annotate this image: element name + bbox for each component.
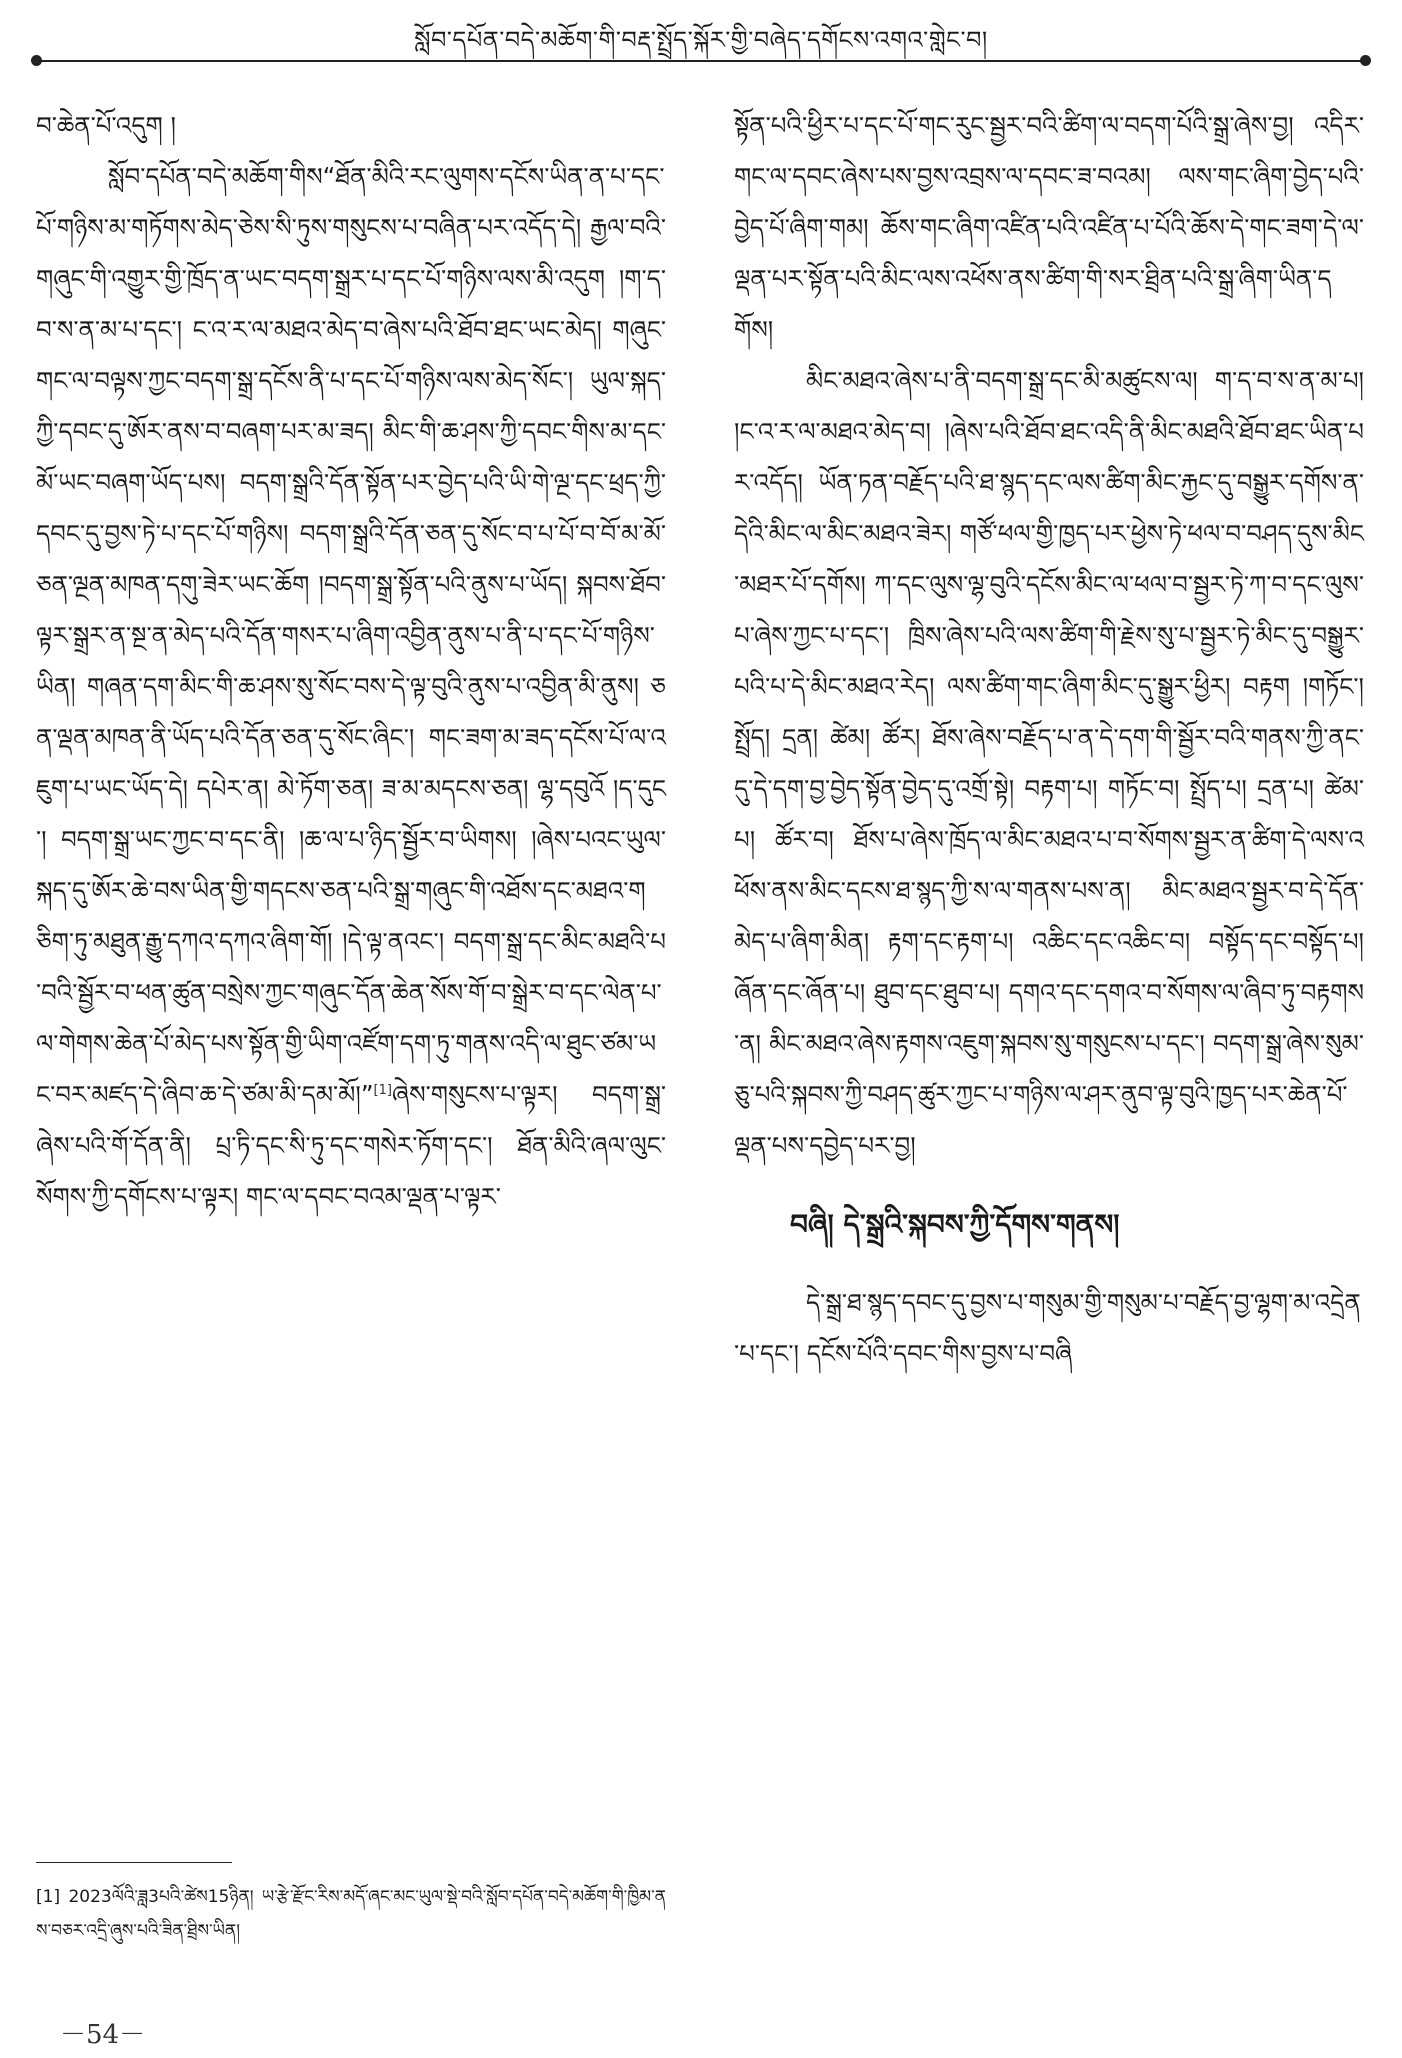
paragraph-text: ཞེས་གསུངས་པ་ལྟར། བདག་སྒྲ་ཞེས་པའི་གོ་དོན་ནི། པྲ་ཏི་དང་སི་ཏུ་དང་གསེར་ཏོག་དང་། ཐོན་མིའི་ཞལ་ལུང་སོགས་ཀྱི་དགོངས་པ་ལྟར། གང་ལ་དབང་བའམ་ལྡན་པ་ལྟར་ xyxy=(36,1080,666,1211)
header-rule xyxy=(36,60,1366,62)
footnote-marker: [1] xyxy=(36,1887,61,1907)
header-rule-right-dot xyxy=(1360,55,1371,66)
paragraph xyxy=(36,151,666,1222)
paragraph: དེ་སྒྲ་ཐ་སྙད་དབང་དུ་བྱས་པ་གསུམ་གྱི་གསུམ་པ་བརྗོད་བྱ་ལྷག་མ་འདྲེན་པ་དང་། དངོས་པོའི་དབང་གིས་བྱས་པ་བཞི xyxy=(734,1288,1361,1368)
footnote-reference[interactable]: [1] xyxy=(373,1082,392,1098)
page-header xyxy=(0,0,1402,64)
left-column xyxy=(36,100,666,1222)
paragraph: བ་ཆེན་པོ་འདུག ། xyxy=(36,111,176,140)
paragraph: སྟོན་པའི་ཕྱིར་པ་དང་པོ་གང་རུང་སྦྱར་བའི་ཚིག་ལ་བདག་པོའི་སྒྲ་ཞེས་བྱ། འདིར་གང་ལ་དབང་ཞེས་པས་བྱས་འབྲས་ལ་དབང་ཟ་བའམ། ལས་གང་ཞིག་བྱེད་པའི་བྱེད་པོ་ཞིག་གམ། ཆོས་གང་ཞིག་འཛིན་པའི་འཛིན་པ་པོའི་ཆོས་དེ་གང་ཟག་དེ་ལ་ལྡན་པར་སྟོན་པའི་མིང་ལས་འཕོས་ནས་ཚིག་གི་སར་ཐྲིན་པའི་སྒྲ་ཞིག་ཡིན་དགོས། xyxy=(734,111,1364,344)
running-title: སློབ་དཔོན་བདེ་མཆོག་གི་བརྡ་སྤྲོད་སྐོར་གྱི་བཞེད་དགོངས་འགའ་གླེང་བ། xyxy=(414,26,988,54)
section-heading: བཞི། དེ་སྒྲའི་སྐབས་ཀྱི་དོགས་གནས། xyxy=(790,1208,1120,1241)
page-number: －54－ xyxy=(60,2020,146,2050)
right-column xyxy=(734,100,1364,1379)
footnote-text: 2023ལོའི་ཟླ3པའི་ཚེས15ཉིན། ཡ་རྩེ་རྫོང་རིས་མདོ་ཞང་མང་ཡུལ་སྡེ་བའི་སློབ་དཔོན་བདེ་མཆོག་གི་ཁྱིམ་ནས་བཅར་འདྲི་ཞུས་པའི་ཟིན་ཐྲིས་ཡིན། xyxy=(36,1887,667,1941)
header-rule-left-dot xyxy=(31,55,42,66)
paragraph-text: སློབ་དཔོན་བདེ་མཆོག་གིས“ཐོན་མིའི་རང་ལུགས་དངོས་ཡིན་ན་པ་དང་པོ་གཉིས་མ་གཏོགས་མེད་ཅེས་སི་ཏུས་གསུངས་པ་བཞིན་པར་འདོད་དེ། རྒྱལ་བའི་གཞུང་གི་འགྱུར་གྱི་ཁྲོད་ན་ཡང་བདག་སྒྲར་པ་དང་པོ་གཉིས་ལས་མི་འདུག །ག་ད་བ་ས་ན་མ་པ་དང་། ང་འ་ར་ལ་མཐའ་མེད་བ་ཞེས་པའི་ཐོབ་ཐང་ཡང་མེད། གཞུང་གང་ལ་བལྟས་ཀྱང་བདག་སྒྲ་དངོས་ནི་པ་དང་པོ་གཉིས་ལས་མེད་སོང་། ཡུལ་སྐད་ཀྱི་དབང་དུ་ཨོར་ནས་བ་བཞག་པར་མ་ཟད། མིང་གི་ཆ་ཤས་ཀྱི་དབང་གིས་མ་དང་མོ་ཡང་བཞག་ཡོད་པས། བདག་སྒྲའི་དོན་སྟོན་པར་བྱེད་པའི་ཡི་གེ་ལྔ་དང་ཕྲད་ཀྱི་དབང་དུ་བྱས་ཏེ་པ་དང་པོ་གཉིས། བདག་སྒྲའི་དོན་ཅན་དུ་སོང་བ་པ་པོ་བ་བོ་མ་མོ་ཅན་ལྔན་མཁན་དགུ་ཟེར་ཡང་ཆོག །བདག་སྒྲ་སྟོན་པའི་ནུས་པ་ཡོད། སྐབས་ཐོབ་ལྟར་སྒྲར་ན་སྔ་ན་མེད་པའི་དོན་གསར་པ་ཞིག་འབྱིན་ནུས་པ་ནི་པ་དང་པོ་གཉིས་ཡིན། གཞན་དག་མིང་གི་ཆ་ཤས་སུ་སོང་བས་དེ་ལྟ་བུའི་ནུས་པ་འབྱིན་མི་ནུས། ཅན་ལྡན་མཁན་ནི་ཡོད་པའི་དོན་ཅན་དུ་སོང་ཞིང་། གང་ཟག་མ་ཟད་དངོས་པོ་ལ་འཇུག་པ་ཡང་ཡོད་དེ། དཔེར་ན། མེ་ཏོག་ཅན། ཟ་མ་མདངས་ཅན། ལྷ་དབུའོ །ད་དུང་། བདག་སྒྲ་ཡང་ཀྱང་བ་དང་ནི། །ཆ་ལ་པ་ཉིད་སྦྱོར་བ་ཡིགས། །ཞེས་པའང་ཡུལ་སྐད་དུ་ཨོར་ཆེ་བས་ཡིན་གྱི་གདངས་ཅན་པའི་སྒྲ་གཞུང་གི་འཐོས་དང་མཐའ་གཅིག་ཏུ་མཐུན་རྒྱུ་དཀའ་དཀའ་ཞིག་གོ། །དེ་ལྟ་ནའང་། བདག་སྒྲ་དང་མིང་མཐའི་པ་བའི་སྦྱོར་བ་ཕན་ཚུན་བསྲེས་ཀྱང་གཞུང་དོན་ཆེན་སོས་གོ་བ་སྒྲེར་བ་དང་ལེན་པ་ལ་གེགས་ཆེན་པོ་མེད་པས་སྟོན་གྱི་ཡིག་འཛོག་དག་ཏུ་གནས་འདི་ལ་ཐུང་ཙམ་ཡང་བར་མཛད་དེ་ཞིབ་ཆ་དེ་ཙམ་མི་དམ་མོ།” xyxy=(36,162,666,1109)
paragraph: མིང་མཐའ་ཞེས་པ་ནི་བདག་སྒྲ་དང་མི་མཚུངས་ལ། ག་ད་བ་ས་ན་མ་པ། །ང་འ་ར་ལ་མཐའ་མེད་བ། །ཞེས་པའི་ཐོབ་ཐང་འདི་ནི་མིང་མཐའི་ཐོབ་ཐང་ཡིན་པར་འདོད། ཡོན་ཏན་བརྗོད་པའི་ཐ་སྙད་དང་ལས་ཚིག་མིང་རྐྱང་དུ་བསྒྱུར་དགོས་ན་དེའི་མིང་ལ་མིང་མཐའ་ཟེར། གཙོ་ཕལ་གྱི་ཁྱད་པར་ཕྱེས་ཏེ་ཕལ་བ་བཤད་དུས་མིང་མཐར་པོ་དགོས། ཀ་དང་ལུས་ལྷ་བུའི་དངོས་མིང་ལ་ཕལ་བ་སྦྱར་ཏེ་ཀ་བ་དང་ལུས་པ་ཞེས་ཀྱང་པ་དང་། ཁྲིས་ཞེས་པའི་ལས་ཚིག་གི་རྗེས་སུ་པ་སྦྱར་ཏེ་མིང་དུ་བསྒྱུར་པའི་པ་དེ་མིང་མཐའ་རེད། ལས་ཚིག་གང་ཞིག་མིང་དུ་སྒྱུར་ཕྱིར། བརྟག །གཏོང་། སྤྲོད། དྲན། ཚེམ། ཚོར། ཐོས་ཞེས་བརྗོད་པ་ན་དེ་དག་གི་སྦྱོར་བའི་གནས་ཀྱི་ནང་དུ་དེ་དག་བྱ་བྱེད་སྟོན་བྱེད་དུ་འགྲོ་སྟེ། བརྟག་པ། གཏོང་བ། སྤྲོད་པ། དྲན་པ། ཚེམ་པ། ཚོར་བ། ཐོས་པ་ཞེས་ཁྲོད་ལ་མིང་མཐའ་པ་བ་སོགས་སྦྱར་ན་ཚིག་དེ་ལས་འཕོས་ནས་མིང་དངས་ཐ་སྙད་ཀྱི་ས་ལ་གནས་པས་ན། མིང་མཐའ་སྦྱར་བ་དེ་དོན་མེད་པ་ཞིག་མིན། རྟག་དང་རྟག་པ། འཆིང་དང་འཆིང་བ། བསྟོད་དང་བསྟོད་པ། ཞོན་དང་ཞོན་པ། ཐུབ་དང་ཐུབ་པ། དགའ་དང་དགའ་བ་སོགས་ལ་ཞིབ་ཏུ་བརྟགས་ན། མིང་མཐའ་ཞེས་རྟགས་འཇུག་སྐབས་སུ་གསུངས་པ་དང་། བདག་སྒྲ་ཞེས་སུམ་ཅུ་པའི་སྐབས་ཀྱི་བཤད་ཚུར་ཀྱང་པ་གཉིས་ལ་ཤར་ནུབ་ལྟ་བུའི་ཁྱད་པར་ཆེན་པོ་ལྡན་པས་དབྱེད་པར་བྱ། xyxy=(734,366,1364,1160)
footnote xyxy=(36,1880,666,1948)
footnote-rule xyxy=(36,1862,232,1863)
